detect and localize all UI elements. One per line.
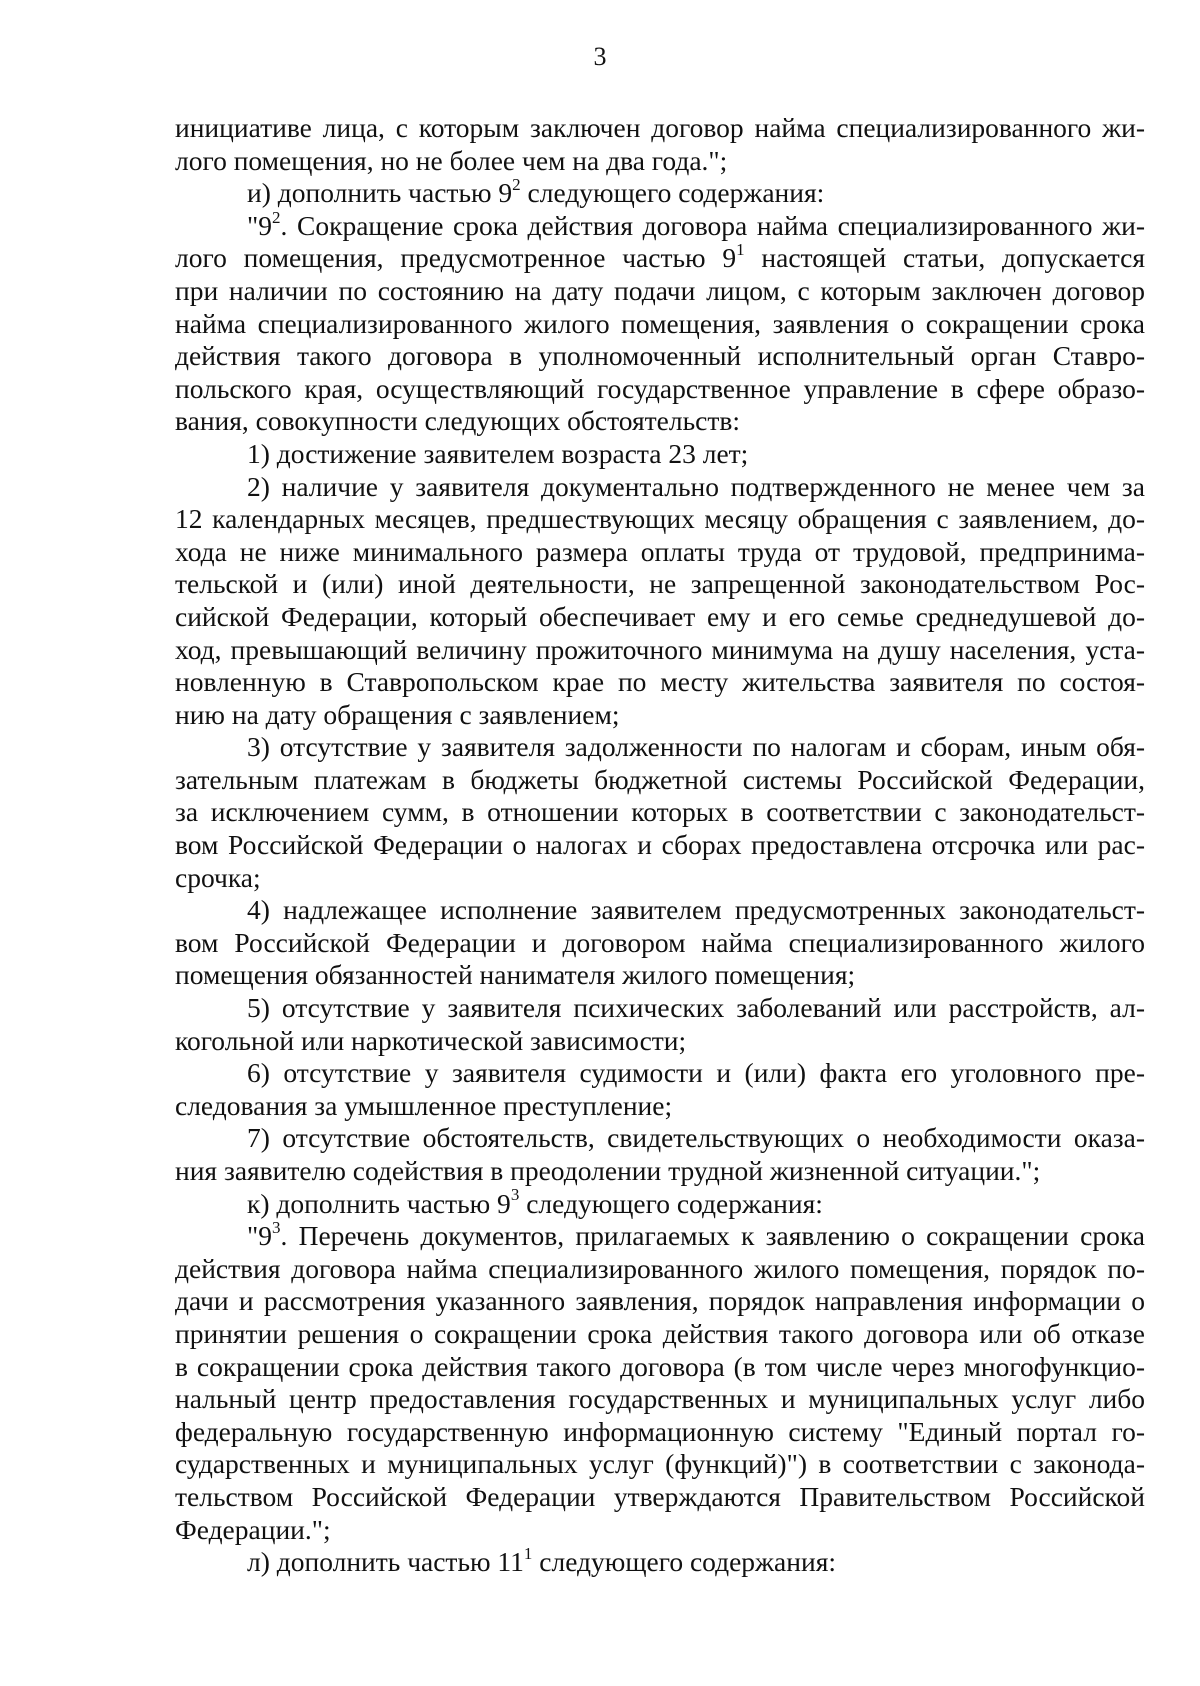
part-9-2-line: найма специализированного жилого помещения, заявления о сокращении срока [175,307,1145,339]
condition-item-2-line: 2) наличие у заявителя документально подтвержденного не менее чем за [247,470,1145,502]
page-number: 3 [593,42,607,71]
text-line: лого помещения, но не более чем на два года."; [175,144,728,176]
condition-item-4-line: помещения обязанностей нанимателя жилого помещения; [175,959,856,991]
superscript: 2 [512,175,521,195]
text-segment: . Перечень документов, прилагаемых к заявлению о сокращении срока [280,1220,1145,1252]
part-9-3-line: Федерации."; [175,1513,331,1545]
condition-item-5-line: когольной или наркотической зависимости; [175,1024,687,1056]
text-segment: и) дополнить частью 9 [247,177,513,209]
paragraph-continuation [175,112,1145,145]
part-9-2-line [175,242,1145,275]
condition-item-6-line: 6) отсутствие у заявителя судимости и (или) факта его уголовного пре- [247,1057,1145,1089]
condition-item-7-line: 7) отсутствие обстоятельств, свидетельствующих о необходимости оказа- [247,1122,1145,1154]
part-9-3-line: дачи и рассмотрения указанного заявления, порядок направления информации о [175,1285,1145,1317]
part-9-2-line: при наличии по состоянию на дату подачи лицом, с которым заключен договор [175,274,1145,306]
text-segment: "9 [247,209,272,241]
part-9-2-line: вания, совокупности следующих обстоятельств: [175,405,740,437]
superscript: 3 [271,1218,281,1238]
condition-item-3-line: за исключением сумм, в отношении которых в соответствии с законодательст- [175,796,1145,828]
condition-item-4-line: вом Российской Федерации и договором найма специализированного жилого [175,926,1145,958]
part-9-3-line: сударственных и муниципальных услуг (функций)") в соответствии с законода- [175,1448,1145,1480]
condition-item-5-line: 5) отсутствие у заявителя психических заболеваний или расстройств, ал- [247,992,1145,1024]
condition-item-2-line: новленную в Ставропольском крае по месту жительства заявителя по состоя- [175,666,1145,698]
part-9-3-line: нальный центр предоставления государственных и муниципальных услуг либо [175,1383,1145,1415]
part-9-3-line: действия договора найма специализированного жилого помещения, порядок по- [175,1252,1145,1284]
part-9-3-line: принятии решения о сокращении срока действия такого договора или об отказе [175,1317,1145,1349]
part-9-3-line [175,1220,1145,1253]
amendment-item-l [175,1543,1145,1579]
text-segment: следующего содержания: [519,1187,823,1219]
text-segment: следующего содержания: [532,1546,836,1578]
superscript: 2 [271,207,281,227]
amendment-item-k [175,1185,1145,1221]
condition-item-2-line: сийской Федерации, который обеспечивает ему и его семье среднедушевой до- [175,600,1145,632]
condition-item-3-line: срочка; [175,861,261,893]
condition-item-2-line: 12 календарных месяцев, предшествующих месяцу обращения с заявлением, до- [175,503,1145,535]
condition-item-4-line: 4) надлежащее исполнение заявителем предусмотренных законодательст- [247,894,1145,926]
text-segment: "9 [247,1220,272,1252]
superscript: 1 [523,1543,533,1563]
part-9-2-line [175,207,1145,243]
condition-item-3-line: зательным платежам в бюджеты бюджетной системы Российской Федерации, [175,763,1145,795]
text-segment: . Сокращение срока действия договора найма специализированного жи- [280,209,1145,241]
text-segment: к) дополнить частью 9 [247,1187,511,1219]
part-9-3-line: в сокращении срока действия такого договора (в том числе через многофункцио- [175,1350,1145,1382]
condition-item-3-line: 3) отсутствие у заявителя задолженности по налогам и сборам, иным обя- [247,731,1145,763]
text-line: инициативе лица, с которым заключен договор найма специализированного жи- [175,112,1145,143]
superscript: 1 [736,240,745,260]
text-segment: настоящей статьи, допускается [744,242,1145,274]
text-segment: лого помещения, предусмотренное частью 9 [175,242,737,274]
text-segment: следующего содержания: [520,177,825,209]
condition-item-7-line: ния заявителю содействия в преодолении трудной жизненной ситуации."; [175,1155,1041,1186]
part-9-3-line: тельством Российской Федерации утверждаются Правительством Российской [175,1480,1145,1512]
part-9-2-line: польского края, осуществляющий государственное управление в сфере образо- [175,372,1145,404]
condition-item-1: 1) достижение заявителем возраста 23 лет; [247,437,749,469]
text-segment: л) дополнить частью 11 [247,1546,524,1578]
condition-item-2-line: хода не ниже минимального размера оплаты труда от трудовой, предпринима- [175,535,1145,567]
paragraph-continuation-end [175,145,1145,178]
amendment-item-i [175,177,1145,210]
condition-item-2-line: ход, превышающий величину прожиточного минимума на душу населения, уста- [175,633,1145,665]
condition-item-3-line: вом Российской Федерации о налогах и сборах предоставлена отсрочка или рас- [175,829,1145,861]
condition-item-2-line: тельской и (или) иной деятельности, не запрещенной законодательством Рос- [175,568,1145,600]
superscript: 3 [510,1185,520,1205]
condition-item-2-line: нию на дату обращения с заявлением; [175,698,620,730]
condition-item-6-line: следования за умышленное преступление; [175,1089,673,1121]
document-body [175,112,1145,1579]
part-9-2-line: действия такого договора в уполномоченный исполнительный орган Ставро- [175,340,1145,372]
part-9-3-line: федеральную государственную информационную систему "Единый портал го- [175,1415,1145,1447]
